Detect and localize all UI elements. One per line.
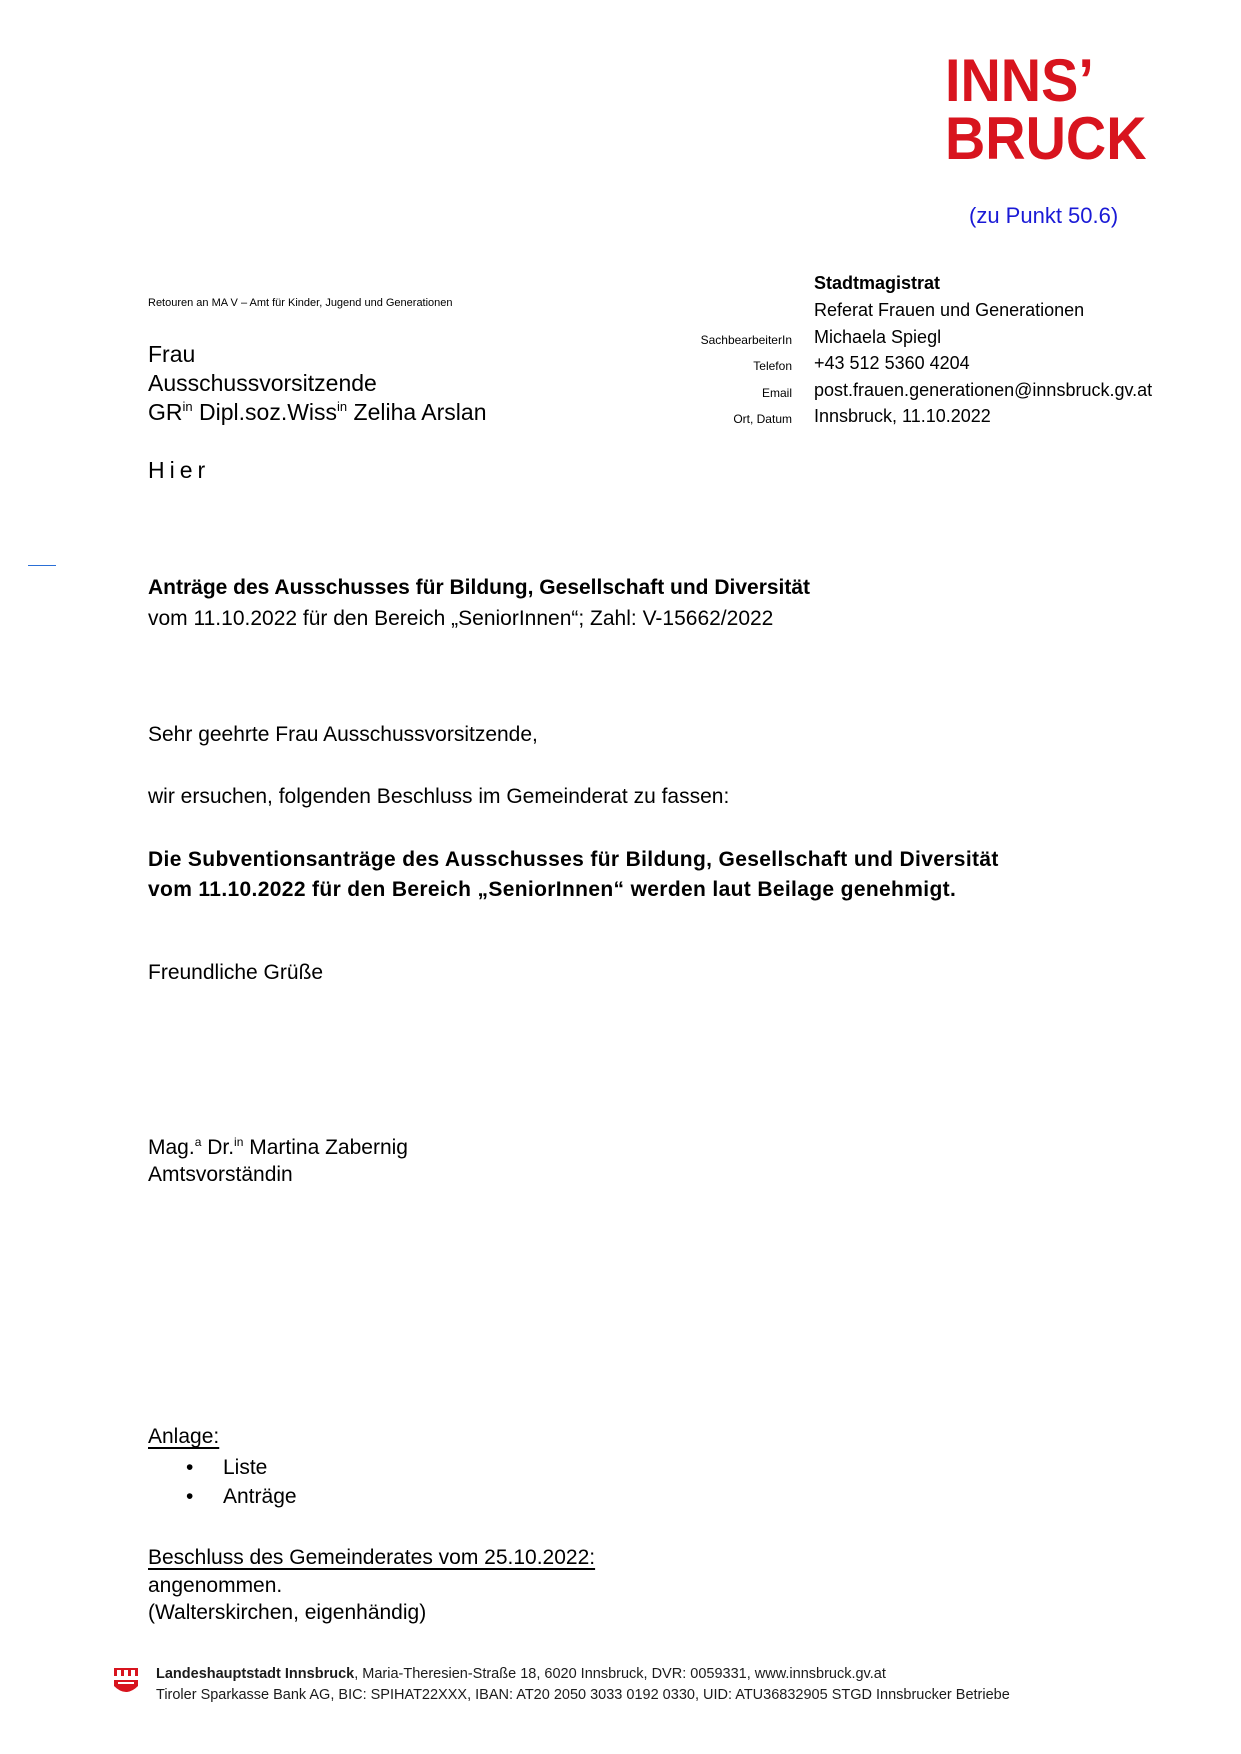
subject-line-2: vom 11.10.2022 für den Bereich „SeniorInnen“; Zahl: V-15662/2022 <box>148 607 774 630</box>
attachments-list <box>148 1453 297 1511</box>
footer-line-1: Landeshauptstadt Innsbruck, Maria-Theresien-Straße 18, 6020 Innsbruck, DVR: 0059331, www.innsbruck.gv.at <box>156 1666 886 1682</box>
list-item: • Liste <box>148 1453 297 1482</box>
label-ort-datum: Ort, Datum <box>733 412 792 426</box>
value-email[interactable]: post.frauen.generationen@innsbruck.gv.at <box>814 380 1153 400</box>
logo-line-1: INNS’ <box>945 47 1094 114</box>
bullet-icon: • <box>186 1485 194 1508</box>
recipient-hier: Hier <box>148 457 211 483</box>
subject-line-1: Anträge des Ausschusses für Bildung, Gesellschaft und Diversität <box>148 576 811 599</box>
sender-department: Referat Frauen und Generationen <box>814 300 1085 320</box>
sender-org: Stadtmagistrat <box>814 273 941 293</box>
footer-line-2: Tiroler Sparkasse Bank AG, BIC: SPIHAT22XXX, IBAN: AT20 2050 3033 0192 0330, UID: ATU36832905 STGD Innsbrucker Betriebe <box>156 1687 1010 1703</box>
label-telefon: Telefon <box>753 359 792 373</box>
list-item: • Anträge <box>148 1482 297 1511</box>
agenda-reference: (zu Punkt 50.6) <box>969 203 1119 228</box>
resolution-result: angenommen. <box>148 1574 283 1597</box>
signature-block <box>148 1134 408 1188</box>
label-sachbearbeiterin: SachbearbeiterIn <box>700 333 792 347</box>
logo-line-2: BRUCK <box>945 105 1147 172</box>
recipient-name: $GR^{in}$ Dipl.soz.Wiss$^{in}$ Zeliha Arslan <box>148 399 487 425</box>
resolution-heading: Beschluss des Gemeinderates vom 25.10.2022: <box>148 1546 596 1569</box>
value-telefon: +43 512 5360 4204 <box>814 353 970 373</box>
decision-line-1: Die Subventionsanträge des Ausschusses für Bildung, Gesellschaft und Diversität <box>148 848 999 871</box>
decision-text <box>148 845 999 905</box>
value-ort-datum: Innsbruck, 11.10.2022 <box>814 406 991 426</box>
resolution-signed: (Walterskirchen, eigenhändig) <box>148 1601 427 1624</box>
value-sachbearbeiterin: Michaela Spiegl <box>814 327 942 347</box>
signature-name: Mag.$^a$ Dr.$^{in}$ Martina Zabernig <box>148 1135 408 1159</box>
decision-line-2: vom 11.10.2022 für den Bereich „SeniorInnen“ werden laut Beilage genehmigt. <box>148 878 957 901</box>
greeting: Sehr geehrte Frau Ausschussvorsitzende, <box>148 723 538 746</box>
label-email: Email <box>761 386 792 400</box>
return-address-line: Retouren an MA V – Amt für Kinder, Jugend und Generationen <box>148 297 453 309</box>
signature-title: Amtsvorständin <box>148 1163 293 1186</box>
attachments-heading: Anlage: <box>148 1425 220 1448</box>
bullet-icon: • <box>186 1456 194 1479</box>
subject <box>148 572 810 634</box>
city-crest-icon <box>112 1664 140 1700</box>
closing: Freundliche Grüße <box>148 961 324 984</box>
margin-mark <box>28 565 56 566</box>
request-text: wir ersuchen, folgenden Beschluss im Gemeinderat zu fassen: <box>148 785 730 808</box>
recipient-role: Ausschussvorsitzende <box>148 370 377 396</box>
innsbruck-logo <box>945 47 1147 172</box>
recipient-salutation: Frau <box>148 341 196 367</box>
recipient-address <box>148 340 487 427</box>
